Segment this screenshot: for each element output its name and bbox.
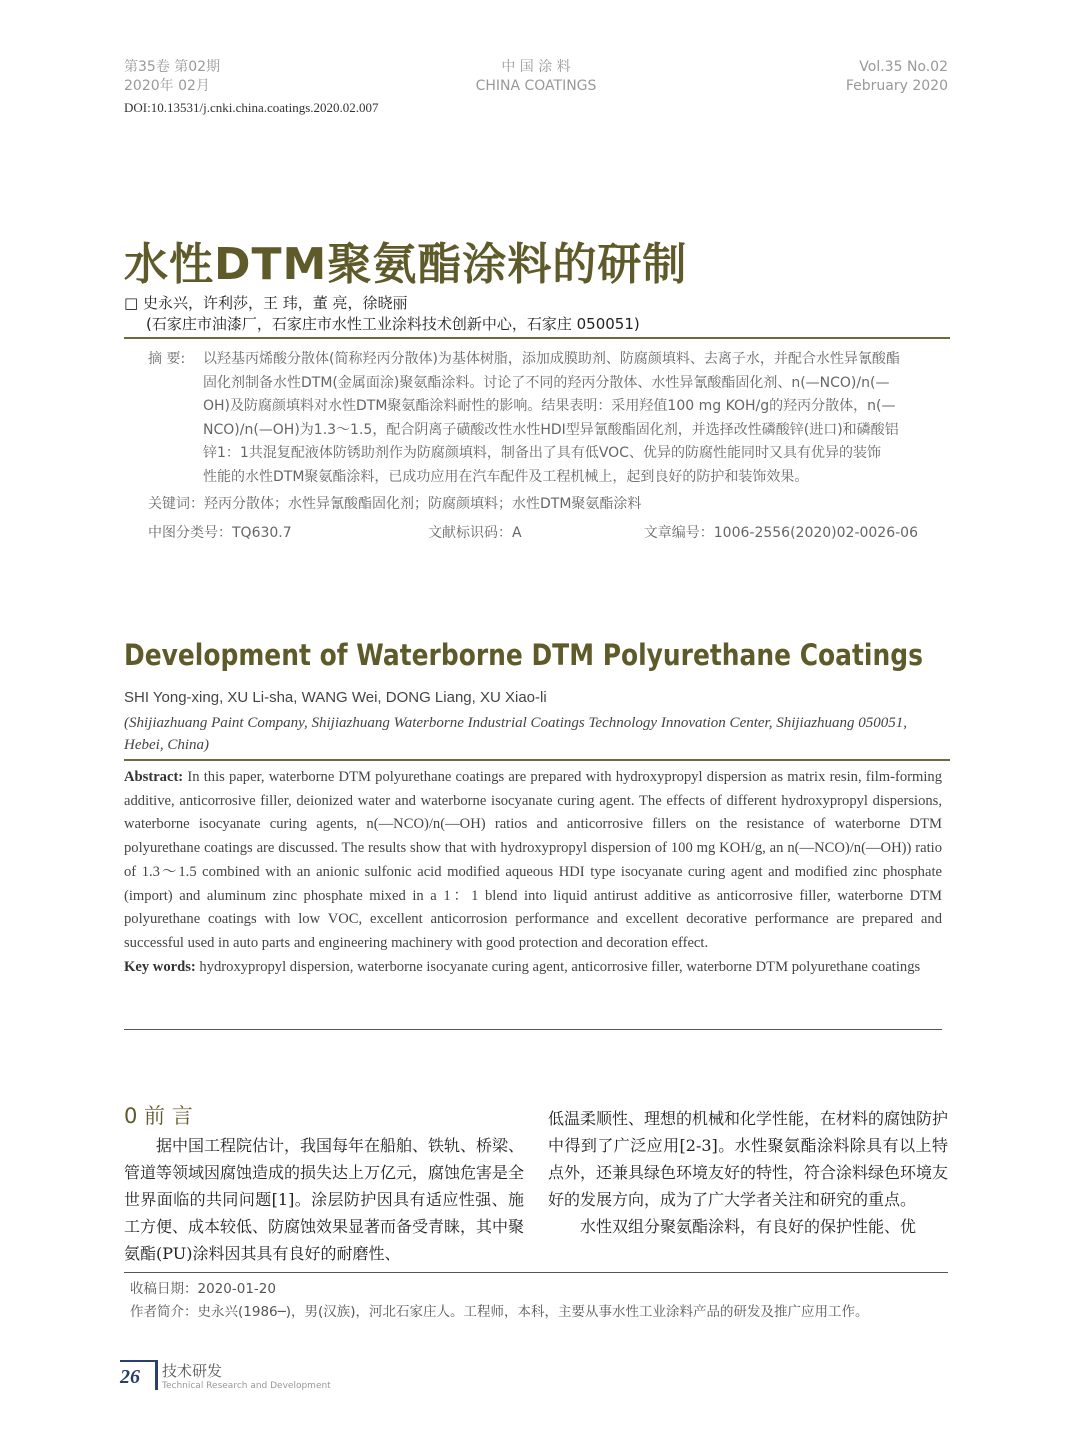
page-number: 26 — [120, 1366, 140, 1388]
abstract-line: 性能的水性DTM聚氨酯涂料，已成功应用在汽车配件及工程机械上，起到良好的防护和装饰效果。 — [203, 468, 809, 485]
divider — [124, 759, 950, 761]
abstract-cn-label: 摘 要: — [148, 351, 186, 367]
date-cn: 2020年 02月 — [124, 78, 210, 94]
paragraph: 低温柔顺性、理想的机械和化学性能，在材料的腐蚀防护中得到了广泛应用[2-3]。水性聚氨酯涂料除具有以上特点外，还兼具绿色环境友好的特性，符合涂料绿色环境友好的发展方向，成为了广大学者关注和研究的重点。 — [548, 1109, 949, 1209]
keywords-cn: 关键词：羟丙分散体；水性异氰酸酯固化剂；防腐颜填料；水性DTM聚氨酯涂料 — [148, 496, 642, 512]
divider — [124, 337, 950, 339]
author-bio: 作者简介：史永兴(1986─)，男(汉族)，河北石家庄人。工程师，本科，主要从事水性工业涂料产品的研发及推广应用工作。 — [130, 1304, 869, 1320]
abstract-cn — [148, 348, 918, 546]
title-en: Development of Waterborne DTM Polyurethane Coatings — [124, 638, 923, 672]
paragraph: 水性双组分聚氨酯涂料，有良好的保护性能、优 — [580, 1217, 917, 1236]
affiliation-cn: (石家庄市油漆厂，石家庄市水性工业涂料技术创新中心，石家庄 050051) — [146, 315, 640, 333]
header-center — [436, 58, 636, 96]
divider — [124, 1029, 942, 1030]
abstract-line: NCO)/n(—OH)为1.3～1.5，配合阴离子磺酸改性水性HDI型异氰酸酯固化剂，并选择改性磷酸锌(进口)和磷酸铝 — [203, 421, 899, 438]
classification — [148, 522, 918, 546]
header-left — [124, 58, 220, 96]
title-cn: 水性DTM聚氨酯涂料的研制 — [124, 239, 688, 290]
body-right-column — [548, 1105, 948, 1240]
article-number: 文章编号：1006-2556(2020)02-0026-06 — [643, 524, 918, 541]
abstract-en — [124, 766, 942, 979]
date-en: February 2020 — [845, 78, 948, 94]
authors-cn: □ 史永兴，许利莎，王 玮，董 亮，徐晓丽 — [124, 294, 408, 312]
affiliation-en: (Shijiazhuang Paint Company, Shijiazhuang Waterborne Industrial Coatings Technology Innovation Center, Shijiazhuang 050051, Hebei, China) — [124, 715, 908, 753]
volume-cn: 第35卷 第02期 — [124, 59, 221, 75]
abstract-line: OH)及防腐颜填料对水性DTM聚氨酯涂料耐性的影响。结果表明：采用羟值100 mg KOH/g的羟丙分散体，n(— — [203, 398, 896, 414]
doi: DOI:10.13531/j.cnki.china.coatings.2020.02.007 — [124, 100, 379, 115]
abstract-line: 固化剂制备水性DTM(金属面涂)聚氨酯涂料。讨论了不同的羟丙分散体、水性异氰酸酯固化剂、n(—NCO)/n(— — [203, 374, 890, 391]
footer-section — [162, 1360, 331, 1391]
clc-number: 中图分类号：TQ630.7 — [148, 524, 292, 541]
journal-en: CHINA COATINGS — [475, 78, 597, 94]
keywords-en-text: hydroxypropyl dispersion, waterborne isocyanate curing agent, anticorrosive filler, waterborne DTM polyurethane coatings — [195, 958, 921, 975]
footer-section-cn: 技术研发 — [162, 1362, 223, 1380]
footer-bar — [155, 1360, 158, 1390]
header-right — [846, 58, 948, 96]
footnote-divider — [124, 1272, 948, 1273]
body-left-column: 据中国工程院估计，我国每年在船舶、铁轨、桥梁、管道等领域因腐蚀造成的损失达上万亿元，腐蚀危害是全世界面临的共同问题[1]。涂层防护因具有适应性强、施工方便、成本较低、防腐蚀效果显著而备受青睐，其中聚氨酯(PU)涂料因其具有良好的耐磨性、 — [124, 1136, 525, 1263]
keywords-en-label: Key words: — [124, 958, 196, 975]
abstract-en-text: In this paper, waterborne DTM polyurethane coatings are prepared with hydroxypropyl dispersion as matrix resin, film-forming additive, anticorrosive filler, deionized water and waterborne isocyanate curing agent. The effects of different hydroxypropyl dispersions, waterborne isocyanate curing agents, n(—NCO)/n(—OH) ratios and anticorrosive fillers on the resistance of waterborne DTM polyurethane coatings are discussed. The results show that with hydroxypropyl dispersion of 100 mg KOH/g, an n(—NCO)/n(—OH)) ratio of 1.3～1.5 combined with an anionic sulfonic acid modified aqueous HDI type isocyanate curing agent and modified zinc phosphate (import) and aluminum zinc phosphate mixed in a 1：1 blend into liquid antirust additive as anticorrosive filler, waterborne DTM polyurethane coatings with low VOC, excellent anticorrosion performance and excellent decorative performance are prepared and successful used in auto parts and engineering machinery with good protection and decoration effect. — [124, 769, 942, 951]
document-code: 文献标识码：A — [428, 524, 522, 541]
abstract-en-label: Abstract: — [124, 769, 184, 785]
volume-en: Vol.35 No.02 — [859, 59, 948, 75]
abstract-line: 以羟基丙烯酸分散体(简称羟丙分散体)为基体树脂，添加成膜助剂、防腐颜填料、去离子水，并配合水性异氰酸酯 — [203, 351, 900, 367]
page-number-box — [120, 1360, 156, 1392]
footer-section-en: Technical Research and Development — [162, 1381, 331, 1391]
journal-cn: 中 国 涂 料 — [501, 59, 571, 75]
authors-en: SHI Yong-xing, XU Li-sha, WANG Wei, DONG Liang, XU Xiao-li — [124, 689, 547, 706]
abstract-line: 锌1：1共混复配液体防锈助剂作为防腐颜填料，制备出了具有低VOC、优异的防腐性能同时又具有优异的装饰 — [203, 445, 881, 461]
received-date: 收稿日期：2020-01-20 — [130, 1281, 276, 1297]
section-heading: 0 前 言 — [124, 1104, 193, 1128]
